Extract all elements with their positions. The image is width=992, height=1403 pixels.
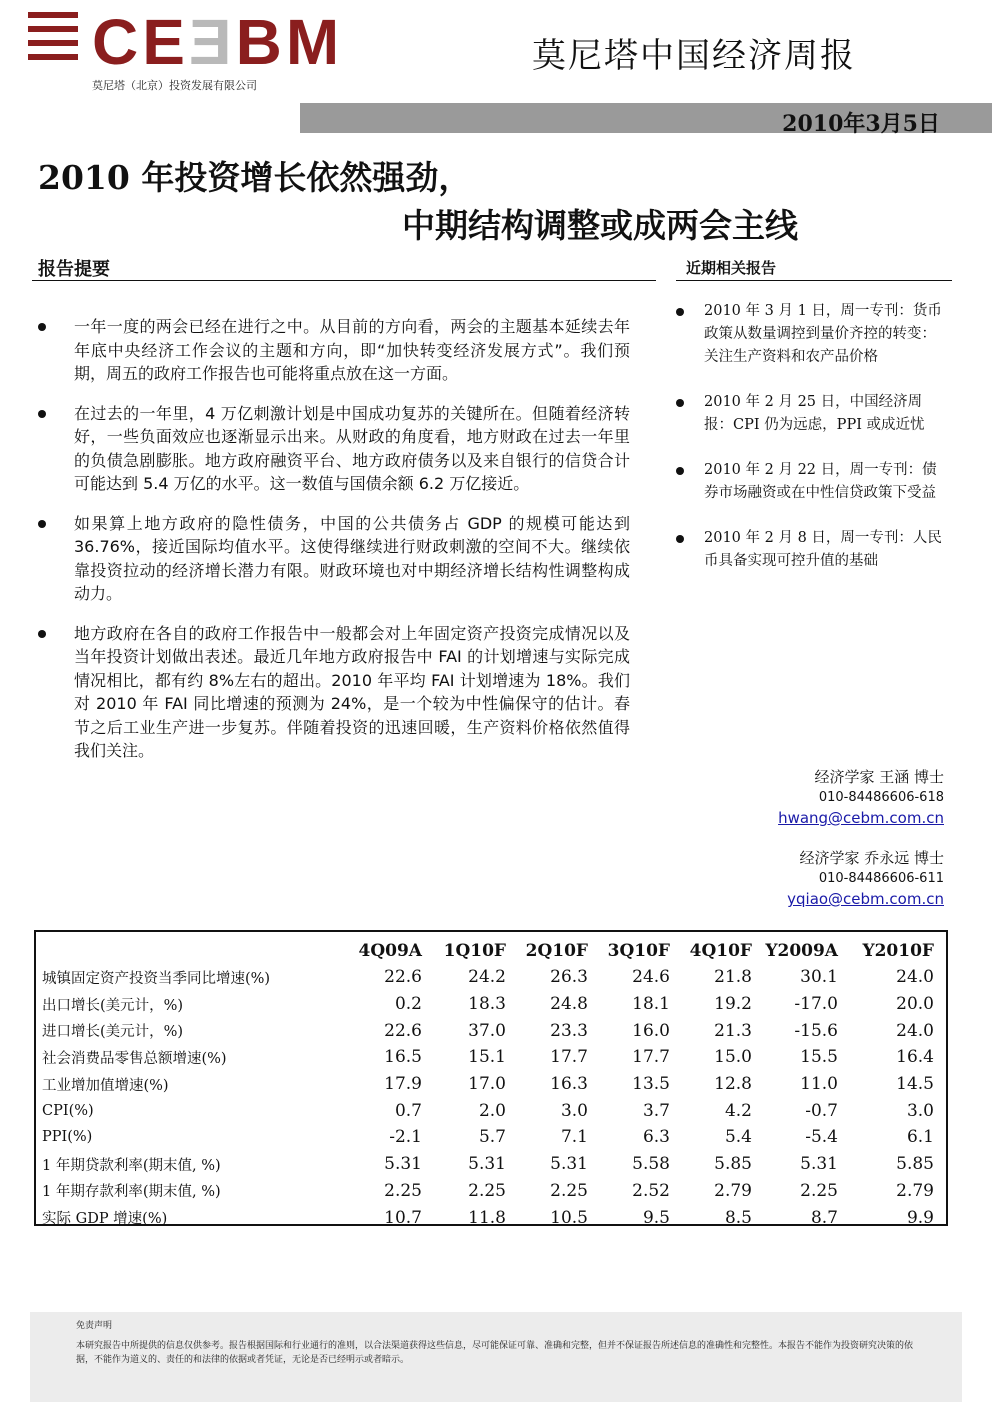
table-cell: 2.52: [632, 1180, 670, 1201]
table-cell: 15.5: [800, 1047, 838, 1068]
table-cell: 17.7: [550, 1047, 588, 1068]
table-cell: 17.9: [384, 1074, 422, 1095]
table-cell: 17.0: [468, 1074, 506, 1095]
summary-text: 在过去的一年里，4 万亿刺激计划是中国成功复苏的关键所在。但随着经济转好，一些负面效应也逐渐显示出来。从财政的角度看，地方财政在过去一年里的负债急剧膨胀。地方政府融资平台、地方政府债务以及来自银行的信贷合计可能达到 5.4 万亿的水平。这一数值与国债余额 6.2 万亿接近。: [74, 403, 630, 493]
table-cell: 24.0: [896, 967, 934, 988]
disclaimer-title: 免责声明: [76, 1321, 113, 1331]
bullet-dot-icon: [676, 467, 684, 475]
table-cell: 2.79: [896, 1180, 934, 1201]
table-cell: -2.1: [389, 1127, 422, 1148]
bullet-dot-icon: [676, 308, 684, 316]
table-row: [42, 1124, 934, 1151]
column-header: Y2010F: [862, 941, 934, 961]
table-cell: 5.85: [714, 1154, 752, 1175]
headline-line-2: 中期结构调整或成两会主线: [402, 206, 798, 245]
recent-report-item: [676, 459, 948, 505]
row-label: 出口增长(美元计，%): [42, 997, 184, 1014]
table-cell: 5.31: [550, 1154, 588, 1175]
table-cell: 17.7: [632, 1047, 670, 1068]
table-cell: 2.25: [468, 1180, 506, 1201]
summary-bullet: [38, 402, 630, 496]
table-row: [42, 1017, 934, 1044]
contact-block: [778, 766, 944, 828]
table-cell: 19.2: [714, 994, 752, 1015]
table-cell: 8.5: [724, 1207, 752, 1228]
row-label: 实际 GDP 增速(%): [42, 1211, 168, 1228]
forecast-table: [42, 938, 934, 1231]
row-label: 1 年期贷款利率(期末值, %): [42, 1157, 221, 1174]
table-cell: 5.31: [468, 1154, 506, 1175]
recent-report-text: 2010 年 2 月 22 日，周一专刊：债券市场融资或在中性信贷政策下受益: [704, 462, 937, 501]
recent-report-text: 2010 年 2 月 8 日，周一专刊：人民币具备实现可控升值的基础: [704, 530, 942, 569]
column-header: 4Q09A: [358, 941, 422, 961]
table-cell: 6.1: [906, 1127, 934, 1148]
bullet-dot-icon: [38, 410, 46, 418]
table-cell: -15.6: [794, 1020, 838, 1041]
table-cell: 24.2: [468, 967, 506, 988]
table-cell: 5.85: [896, 1154, 934, 1175]
row-label: CPI(%): [42, 1102, 94, 1119]
column-header: 2Q10F: [525, 941, 588, 961]
summary-text: 一年一度的两会已经在进行之中。从目前的方向看，两会的主题基本延续去年年底中央经济工作会议的主题和方向，即“加快转变经济发展方式”。我们预期，周五的政府工作报告也可能将重点放在这一方面。: [74, 317, 630, 383]
table-cell: 23.3: [550, 1020, 588, 1041]
row-label: PPI(%): [42, 1129, 93, 1146]
summary-text: 如果算上地方政府的隐性债务，中国的公共债务占 GDP 的规模可能达到 36.76%，接近国际均值水平。这使得继续进行财政刺激的空间不大。继续依靠投资拉动的经济增长潜力有限。财政环境也对中期经济增长结构性调整构成动力。: [74, 513, 630, 603]
table-row: [42, 1044, 934, 1071]
row-label: 社会消费品零售总额增速(%): [42, 1050, 227, 1067]
table-cell: 16.0: [632, 1020, 670, 1041]
bullet-dot-icon: [38, 520, 46, 528]
column-header: 3Q10F: [607, 941, 670, 961]
row-label: 城镇固定资产投资当季同比增速(%): [42, 970, 271, 987]
table-row: [42, 1204, 934, 1231]
disclaimer-box: [30, 1312, 962, 1402]
table-cell: -17.0: [794, 994, 838, 1015]
table-row: [42, 964, 934, 991]
table-cell: 22.6: [384, 1020, 422, 1041]
contact-email-link[interactable]: hwang@cebm.com.cn: [778, 809, 944, 827]
bullet-dot-icon: [676, 535, 684, 543]
table-cell: -5.4: [805, 1127, 838, 1148]
logo-bars: [28, 12, 78, 72]
headline-line-1: 2010 年投资增长依然强劲，: [38, 158, 472, 197]
contact-name: 经济学家 乔永远 博士: [799, 849, 944, 867]
company-name: 莫尼塔（北京）投资发展有限公司: [92, 79, 257, 92]
summary-bullet: [38, 512, 630, 606]
table-cell: 11.0: [800, 1074, 838, 1095]
contact-phone: 010-84486606-618: [818, 790, 944, 805]
recent-report-text: 2010 年 3 月 1 日，周一专刊：货币政策从数量调控到量价齐控的转变：关注生产资料和农产品价格: [704, 303, 942, 365]
table-cell: 18.3: [468, 994, 506, 1015]
table-row: [42, 1097, 934, 1124]
table-cell: 13.5: [632, 1074, 670, 1095]
forecast-table-box: [34, 930, 948, 1226]
recent-report-item: [676, 391, 948, 437]
table-cell: 8.7: [810, 1207, 838, 1228]
table-cell: 3.7: [642, 1100, 670, 1121]
table-cell: 4.2: [724, 1100, 752, 1121]
table-body: [42, 964, 934, 1231]
table-cell: 15.0: [714, 1047, 752, 1068]
bullet-dot-icon: [38, 630, 46, 638]
company-logo: CEƎBM: [92, 6, 344, 78]
table-row: [42, 1178, 934, 1205]
table-cell: 20.0: [896, 994, 934, 1015]
summary-list: [38, 315, 630, 779]
table-cell: 5.7: [478, 1127, 506, 1148]
summary-bullet: [38, 622, 630, 763]
table-row: [42, 1071, 934, 1098]
table-cell: 2.25: [800, 1180, 838, 1201]
recent-report-text: 2010 年 2 月 25 日，中国经济周报：CPI 仍为远虑，PPI 或成近忧: [704, 394, 925, 433]
table-row: [42, 991, 934, 1018]
table-cell: 24.8: [550, 994, 588, 1015]
row-label: 工业增加值增速(%): [42, 1077, 169, 1094]
table-cell: 2.25: [384, 1180, 422, 1201]
table-cell: 2.0: [478, 1100, 506, 1121]
table-cell: 10.5: [550, 1207, 588, 1228]
table-cell: 18.1: [632, 994, 670, 1015]
table-cell: 11.8: [468, 1207, 506, 1228]
summary-text: 地方政府在各自的政府工作报告中一般都会对上年固定资产投资完成情况以及当年投资计划做出表述。最近几年地方政府报告中 FAI 的计划增速与实际完成情况相比，都有约 8%左右的超出。2010 年平均 FAI 计划增速为 18%。我们对 2010 年 FAI 同比增速的预测为 24%，是一个较为中性偏保守的估计。春节之后工业生产进一步复苏。伴随着投资的迅速回暖，生产资料价格依然值得我们关注。: [74, 623, 630, 760]
contact-email-link[interactable]: yqiao@cebm.com.cn: [787, 890, 944, 908]
recent-report-item: [676, 300, 948, 369]
table-cell: 2.25: [550, 1180, 588, 1201]
row-label: 进口增长(美元计，%): [42, 1024, 184, 1041]
table-cell: 3.0: [906, 1100, 934, 1121]
table-cell: 9.5: [642, 1207, 670, 1228]
table-row: [42, 1151, 934, 1178]
column-header: Y2009A: [765, 941, 838, 961]
table-cell: 30.1: [800, 967, 838, 988]
table-cell: 21.8: [714, 967, 752, 988]
contact-block: [787, 847, 944, 909]
contact-phone: 010-84486606-611: [818, 871, 944, 886]
table-cell: 5.31: [800, 1154, 838, 1175]
table-cell: 26.3: [550, 967, 588, 988]
table-cell: 12.8: [714, 1074, 752, 1095]
column-header: 4Q10F: [689, 941, 752, 961]
recent-report-item: [676, 527, 948, 573]
table-cell: 14.5: [896, 1074, 934, 1095]
table-cell: -0.7: [805, 1100, 838, 1121]
column-header: 1Q10F: [443, 941, 506, 961]
disclaimer-text: 本研究报告中所提供的信息仅供参考。报告根据国际和行业通行的准则，以合法渠道获得这些信息，尽可能保证可靠、准确和完整，但并不保证报告所述信息的准确性和完整性。本报告不能作为投资研究决策的依据，不能作为道义的、责任的和法律的依据或者凭证，无论是否已经明示或者暗示。: [76, 1341, 914, 1365]
bullet-dot-icon: [676, 399, 684, 407]
recent-reports-heading: 近期相关报告: [686, 259, 777, 277]
row-label: 1 年期存款利率(期末值, %): [42, 1184, 221, 1201]
table-cell: 16.3: [550, 1074, 588, 1095]
summary-heading: 报告提要: [38, 259, 110, 280]
table-cell: 5.31: [384, 1154, 422, 1175]
publication-date: 2010年3月5日: [782, 111, 940, 137]
table-cell: 21.3: [714, 1020, 752, 1041]
table-cell: 0.7: [394, 1100, 422, 1121]
table-corner: [42, 938, 342, 964]
table-cell: 0.2: [394, 994, 422, 1015]
table-cell: 3.0: [560, 1100, 588, 1121]
bullet-dot-icon: [38, 323, 46, 331]
table-cell: 10.7: [384, 1207, 422, 1228]
recent-reports-list: [676, 300, 948, 595]
publication-title: 莫尼塔中国经济周报: [532, 36, 856, 76]
summary-divider: [32, 280, 656, 281]
recent-reports-divider: [676, 280, 952, 281]
table-cell: 15.1: [468, 1047, 506, 1068]
summary-bullet: [38, 315, 630, 386]
table-cell: 7.1: [560, 1127, 588, 1148]
table-cell: 37.0: [468, 1020, 506, 1041]
table-cell: 9.9: [906, 1207, 934, 1228]
table-cell: 24.6: [632, 967, 670, 988]
table-cell: 2.79: [714, 1180, 752, 1201]
table-cell: 5.58: [632, 1154, 670, 1175]
table-cell: 16.5: [384, 1047, 422, 1068]
table-cell: 6.3: [642, 1127, 670, 1148]
table-cell: 16.4: [896, 1047, 934, 1068]
table-cell: 22.6: [384, 967, 422, 988]
table-header-row: [42, 938, 934, 964]
table-cell: 24.0: [896, 1020, 934, 1041]
contact-name: 经济学家 王涵 博士: [814, 768, 944, 786]
table-cell: 5.4: [724, 1127, 752, 1148]
